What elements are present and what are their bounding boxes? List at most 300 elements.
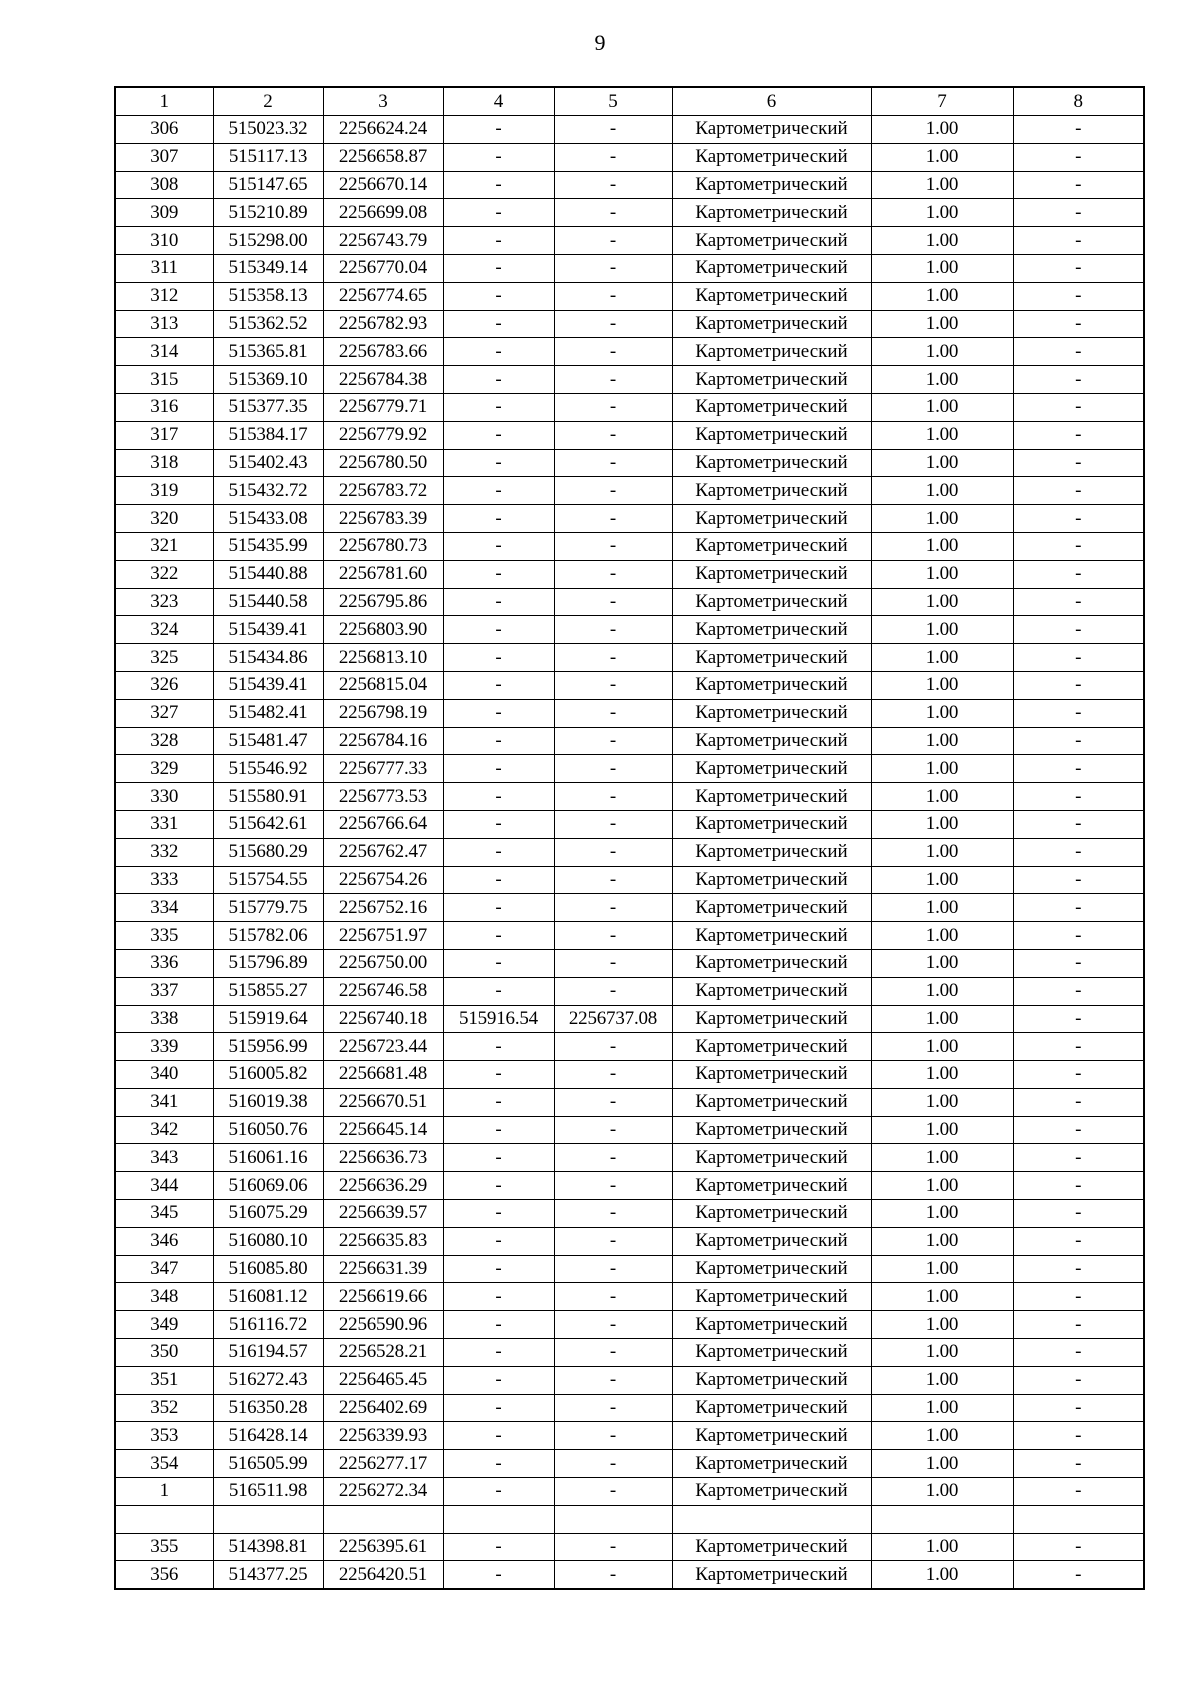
table-row bbox=[115, 477, 1144, 505]
table-cell: 515482.41 bbox=[213, 699, 323, 727]
table-cell: 1.00 bbox=[871, 1005, 1013, 1033]
table-cell: 1.00 bbox=[871, 1533, 1013, 1561]
table-cell: 316 bbox=[115, 393, 213, 421]
table-row bbox=[115, 366, 1144, 394]
table-cell bbox=[323, 1505, 443, 1533]
table-cell: 309 bbox=[115, 199, 213, 227]
table-cell: - bbox=[443, 282, 554, 310]
table-cell: - bbox=[443, 560, 554, 588]
table-cell: - bbox=[1013, 838, 1144, 866]
table-cell: - bbox=[443, 783, 554, 811]
table-row bbox=[115, 922, 1144, 950]
table-cell: - bbox=[1013, 116, 1144, 144]
table-cell: - bbox=[554, 421, 672, 449]
table-cell: - bbox=[1013, 671, 1144, 699]
table-cell: - bbox=[443, 310, 554, 338]
table-cell: - bbox=[443, 171, 554, 199]
table-cell: 515210.89 bbox=[213, 199, 323, 227]
table-row bbox=[115, 588, 1144, 616]
table-cell: 515580.91 bbox=[213, 783, 323, 811]
table-cell: Картометрический bbox=[672, 922, 871, 950]
table-cell: 318 bbox=[115, 449, 213, 477]
table-cell: - bbox=[1013, 783, 1144, 811]
table-cell: - bbox=[443, 1533, 554, 1561]
table-cell: - bbox=[443, 1061, 554, 1089]
table-cell: 326 bbox=[115, 671, 213, 699]
table-cell: 1.00 bbox=[871, 310, 1013, 338]
table-cell: - bbox=[1013, 227, 1144, 255]
table-cell: 1.00 bbox=[871, 1339, 1013, 1367]
table-cell: Картометрический bbox=[672, 1005, 871, 1033]
table-row bbox=[115, 143, 1144, 171]
table-cell: - bbox=[554, 1088, 672, 1116]
table-cell: 2256631.39 bbox=[323, 1255, 443, 1283]
table-cell: 2256723.44 bbox=[323, 1033, 443, 1061]
table-cell: - bbox=[554, 977, 672, 1005]
table-cell: 515779.75 bbox=[213, 894, 323, 922]
table-row bbox=[115, 894, 1144, 922]
table-cell: - bbox=[443, 143, 554, 171]
table-cell: 1.00 bbox=[871, 1561, 1013, 1589]
table-cell: 348 bbox=[115, 1283, 213, 1311]
table-cell: - bbox=[554, 1561, 672, 1589]
table-cell: 1.00 bbox=[871, 894, 1013, 922]
table-cell: - bbox=[554, 1450, 672, 1478]
table-cell: Картометрический bbox=[672, 949, 871, 977]
table-cell: 2256681.48 bbox=[323, 1061, 443, 1089]
table-cell: - bbox=[1013, 1478, 1144, 1506]
table-cell: 1.00 bbox=[871, 1227, 1013, 1255]
table-cell: 2256465.45 bbox=[323, 1366, 443, 1394]
column-header-7: 7 bbox=[871, 87, 1013, 116]
table-cell: - bbox=[1013, 699, 1144, 727]
table-cell: 2256670.51 bbox=[323, 1088, 443, 1116]
table-cell: - bbox=[554, 644, 672, 672]
table-cell: 515481.47 bbox=[213, 727, 323, 755]
table-cell: 2256795.86 bbox=[323, 588, 443, 616]
table-cell: 515362.52 bbox=[213, 310, 323, 338]
table-row bbox=[115, 1200, 1144, 1228]
table-cell: 2256635.83 bbox=[323, 1227, 443, 1255]
table-cell: - bbox=[443, 949, 554, 977]
table-cell: - bbox=[1013, 143, 1144, 171]
table-cell: - bbox=[443, 616, 554, 644]
table-cell: 515384.17 bbox=[213, 421, 323, 449]
table-row bbox=[115, 755, 1144, 783]
table-cell: - bbox=[1013, 588, 1144, 616]
table-cell: Картометрический bbox=[672, 532, 871, 560]
table-cell: 2256780.73 bbox=[323, 532, 443, 560]
table-row bbox=[115, 810, 1144, 838]
table-cell: 516075.29 bbox=[213, 1200, 323, 1228]
table-cell: - bbox=[443, 727, 554, 755]
table-cell: - bbox=[1013, 1311, 1144, 1339]
table-row bbox=[115, 421, 1144, 449]
table-cell: 327 bbox=[115, 699, 213, 727]
table-cell: - bbox=[554, 1144, 672, 1172]
table-header-row bbox=[115, 87, 1144, 116]
table-cell: - bbox=[443, 1366, 554, 1394]
table-cell: Картометрический bbox=[672, 310, 871, 338]
table-cell: 516505.99 bbox=[213, 1450, 323, 1478]
table-cell: - bbox=[554, 1200, 672, 1228]
table-cell: 515439.41 bbox=[213, 671, 323, 699]
table-cell: 334 bbox=[115, 894, 213, 922]
table-cell: Картометрический bbox=[672, 588, 871, 616]
table-cell: 515369.10 bbox=[213, 366, 323, 394]
table-cell: - bbox=[1013, 1144, 1144, 1172]
table-cell: 2256780.50 bbox=[323, 449, 443, 477]
table-cell: 515440.58 bbox=[213, 588, 323, 616]
table-cell: Картометрический bbox=[672, 1366, 871, 1394]
table-cell: - bbox=[443, 366, 554, 394]
table-cell: - bbox=[443, 254, 554, 282]
table-cell: 1.00 bbox=[871, 1450, 1013, 1478]
table-cell: - bbox=[1013, 282, 1144, 310]
table-cell: 2256751.97 bbox=[323, 922, 443, 950]
table-row bbox=[115, 838, 1144, 866]
table-cell: - bbox=[1013, 866, 1144, 894]
table-cell: - bbox=[554, 616, 672, 644]
table-cell: - bbox=[1013, 1422, 1144, 1450]
table-row bbox=[115, 532, 1144, 560]
table-cell: 323 bbox=[115, 588, 213, 616]
table-cell: - bbox=[554, 338, 672, 366]
table-cell: 1.00 bbox=[871, 1200, 1013, 1228]
table-cell: 319 bbox=[115, 477, 213, 505]
table-cell: 516085.80 bbox=[213, 1255, 323, 1283]
table-cell: 515916.54 bbox=[443, 1005, 554, 1033]
table-cell: 308 bbox=[115, 171, 213, 199]
table-cell: - bbox=[554, 671, 672, 699]
table-cell: - bbox=[1013, 1533, 1144, 1561]
table-cell: 1.00 bbox=[871, 143, 1013, 171]
table-cell: 329 bbox=[115, 755, 213, 783]
table-cell: Картометрический bbox=[672, 1144, 871, 1172]
table-row bbox=[115, 338, 1144, 366]
table-row bbox=[115, 616, 1144, 644]
coordinates-table bbox=[114, 86, 1145, 1590]
table-cell: 342 bbox=[115, 1116, 213, 1144]
table-row bbox=[115, 1561, 1144, 1589]
table-cell: - bbox=[554, 1394, 672, 1422]
table-cell: 1.00 bbox=[871, 449, 1013, 477]
table-row bbox=[115, 199, 1144, 227]
table-cell: - bbox=[443, 199, 554, 227]
table-row bbox=[115, 1144, 1144, 1172]
table-cell: - bbox=[443, 1561, 554, 1589]
table-cell: - bbox=[554, 755, 672, 783]
table-cell: - bbox=[554, 1227, 672, 1255]
table-cell: 2256699.08 bbox=[323, 199, 443, 227]
table-cell: 2256402.69 bbox=[323, 1394, 443, 1422]
table-cell: - bbox=[554, 1339, 672, 1367]
table-cell: 2256774.65 bbox=[323, 282, 443, 310]
table-cell: 515117.13 bbox=[213, 143, 323, 171]
table-cell: 2256803.90 bbox=[323, 616, 443, 644]
table-cell: 1.00 bbox=[871, 644, 1013, 672]
table-cell: - bbox=[1013, 755, 1144, 783]
table-cell: - bbox=[554, 699, 672, 727]
table-cell: - bbox=[1013, 393, 1144, 421]
table-cell: Картометрический bbox=[672, 727, 871, 755]
table-cell: Картометрический bbox=[672, 1255, 871, 1283]
table-cell: 2256658.87 bbox=[323, 143, 443, 171]
table-cell: Картометрический bbox=[672, 254, 871, 282]
table-cell: 515358.13 bbox=[213, 282, 323, 310]
table-cell: 2256395.61 bbox=[323, 1533, 443, 1561]
table-row bbox=[115, 977, 1144, 1005]
table-row bbox=[115, 949, 1144, 977]
table-cell: 516428.14 bbox=[213, 1422, 323, 1450]
table-row bbox=[115, 727, 1144, 755]
table-cell: - bbox=[443, 116, 554, 144]
table-cell: 1.00 bbox=[871, 505, 1013, 533]
table-cell: 515023.32 bbox=[213, 116, 323, 144]
table-cell: - bbox=[1013, 1033, 1144, 1061]
table-cell: Картометрический bbox=[672, 421, 871, 449]
table-cell: Картометрический bbox=[672, 671, 871, 699]
table-cell: - bbox=[554, 1283, 672, 1311]
table-cell: 331 bbox=[115, 810, 213, 838]
table-row bbox=[115, 671, 1144, 699]
table-cell: 2256783.39 bbox=[323, 505, 443, 533]
table-cell: - bbox=[1013, 922, 1144, 950]
table-cell: 322 bbox=[115, 560, 213, 588]
table-cell: - bbox=[1013, 560, 1144, 588]
table-cell: 515956.99 bbox=[213, 1033, 323, 1061]
table-cell: 516081.12 bbox=[213, 1283, 323, 1311]
table-cell: - bbox=[1013, 532, 1144, 560]
table-cell: 2256766.64 bbox=[323, 810, 443, 838]
table-cell: - bbox=[443, 1033, 554, 1061]
table-cell: 339 bbox=[115, 1033, 213, 1061]
table-body bbox=[115, 116, 1144, 1590]
table-cell: 337 bbox=[115, 977, 213, 1005]
table-cell: 1.00 bbox=[871, 949, 1013, 977]
table-cell: 516005.82 bbox=[213, 1061, 323, 1089]
table-row bbox=[115, 282, 1144, 310]
table-cell: Картометрический bbox=[672, 1088, 871, 1116]
table-cell: - bbox=[554, 922, 672, 950]
table-cell: - bbox=[554, 727, 672, 755]
table-cell: 312 bbox=[115, 282, 213, 310]
table-cell: 306 bbox=[115, 116, 213, 144]
table-cell: 1.00 bbox=[871, 477, 1013, 505]
table-cell bbox=[1013, 1505, 1144, 1533]
table-cell: 1.00 bbox=[871, 1255, 1013, 1283]
table-cell: Картометрический bbox=[672, 1116, 871, 1144]
table-cell: 1.00 bbox=[871, 171, 1013, 199]
table-cell: 515349.14 bbox=[213, 254, 323, 282]
table-cell: Картометрический bbox=[672, 1311, 871, 1339]
table-cell: - bbox=[443, 477, 554, 505]
table-cell: - bbox=[443, 227, 554, 255]
table-cell: 2256737.08 bbox=[554, 1005, 672, 1033]
table-cell: 321 bbox=[115, 532, 213, 560]
table-cell: - bbox=[1013, 644, 1144, 672]
table-cell: 515432.72 bbox=[213, 477, 323, 505]
table-cell: - bbox=[554, 783, 672, 811]
column-header-4: 4 bbox=[443, 87, 554, 116]
table-cell: - bbox=[1013, 1339, 1144, 1367]
table-cell: 2256339.93 bbox=[323, 1422, 443, 1450]
table-cell: 352 bbox=[115, 1394, 213, 1422]
table-cell: 1.00 bbox=[871, 1478, 1013, 1506]
table-cell: Картометрический bbox=[672, 1533, 871, 1561]
table-cell: 2256779.71 bbox=[323, 393, 443, 421]
table-cell: - bbox=[554, 1061, 672, 1089]
table-cell: 2256783.72 bbox=[323, 477, 443, 505]
table-row bbox=[115, 1366, 1144, 1394]
table-cell: 307 bbox=[115, 143, 213, 171]
table-cell: 325 bbox=[115, 644, 213, 672]
table-cell bbox=[871, 1505, 1013, 1533]
page-number: 9 bbox=[594, 30, 606, 55]
table-cell: Картометрический bbox=[672, 116, 871, 144]
table-cell: 516511.98 bbox=[213, 1478, 323, 1506]
table-cell: 2256754.26 bbox=[323, 866, 443, 894]
table-cell: 1.00 bbox=[871, 727, 1013, 755]
table-cell: 2256636.73 bbox=[323, 1144, 443, 1172]
table-cell: Картометрический bbox=[672, 199, 871, 227]
table-cell: 354 bbox=[115, 1450, 213, 1478]
table-cell: - bbox=[443, 1172, 554, 1200]
table-cell: 340 bbox=[115, 1061, 213, 1089]
table-cell: 332 bbox=[115, 838, 213, 866]
table-cell: 515433.08 bbox=[213, 505, 323, 533]
table-cell: - bbox=[554, 116, 672, 144]
table-cell: 2256762.47 bbox=[323, 838, 443, 866]
table-cell: - bbox=[443, 644, 554, 672]
table-cell: 1.00 bbox=[871, 421, 1013, 449]
table-row bbox=[115, 1255, 1144, 1283]
table-cell: 333 bbox=[115, 866, 213, 894]
table-cell: Картометрический bbox=[672, 977, 871, 1005]
table-cell: - bbox=[554, 1116, 672, 1144]
table-cell: - bbox=[554, 171, 672, 199]
table-cell: 515365.81 bbox=[213, 338, 323, 366]
table-cell: - bbox=[554, 449, 672, 477]
table-cell: - bbox=[1013, 199, 1144, 227]
table-cell: 1.00 bbox=[871, 393, 1013, 421]
table-cell: Картометрический bbox=[672, 838, 871, 866]
table-cell: - bbox=[554, 143, 672, 171]
table-cell: Картометрический bbox=[672, 1450, 871, 1478]
table-cell: - bbox=[554, 254, 672, 282]
table-cell: - bbox=[554, 1533, 672, 1561]
table-cell: 1.00 bbox=[871, 1088, 1013, 1116]
table-cell: 2256798.19 bbox=[323, 699, 443, 727]
table-cell: - bbox=[554, 810, 672, 838]
table-row bbox=[115, 310, 1144, 338]
table-cell: - bbox=[554, 1478, 672, 1506]
table-cell: - bbox=[1013, 949, 1144, 977]
table-cell: - bbox=[443, 1283, 554, 1311]
table-cell: 516019.38 bbox=[213, 1088, 323, 1116]
table-cell: Картометрический bbox=[672, 644, 871, 672]
table-cell: 1.00 bbox=[871, 1311, 1013, 1339]
column-header-5: 5 bbox=[554, 87, 672, 116]
table-cell: - bbox=[443, 699, 554, 727]
table-row bbox=[115, 227, 1144, 255]
table-cell: 2256277.17 bbox=[323, 1450, 443, 1478]
table-cell: 1.00 bbox=[871, 254, 1013, 282]
table-cell: - bbox=[443, 1227, 554, 1255]
table-cell: 515680.29 bbox=[213, 838, 323, 866]
table-cell: Картометрический bbox=[672, 282, 871, 310]
table-cell: 516272.43 bbox=[213, 1366, 323, 1394]
table-cell: 328 bbox=[115, 727, 213, 755]
table-cell bbox=[443, 1505, 554, 1533]
table-cell: 2256783.66 bbox=[323, 338, 443, 366]
table-cell: Картометрический bbox=[672, 616, 871, 644]
table-cell: - bbox=[443, 449, 554, 477]
table-cell: - bbox=[443, 1116, 554, 1144]
table-cell: Картометрический bbox=[672, 227, 871, 255]
table-row bbox=[115, 1394, 1144, 1422]
table-cell: Картометрический bbox=[672, 505, 871, 533]
table-cell: 515642.61 bbox=[213, 810, 323, 838]
table-cell: 347 bbox=[115, 1255, 213, 1283]
table-cell: 1.00 bbox=[871, 532, 1013, 560]
table-cell: 1.00 bbox=[871, 1366, 1013, 1394]
table-cell: 2256750.00 bbox=[323, 949, 443, 977]
table-cell: Картометрический bbox=[672, 866, 871, 894]
table-cell: - bbox=[443, 1450, 554, 1478]
table-cell: 1.00 bbox=[871, 616, 1013, 644]
table-cell: - bbox=[554, 393, 672, 421]
table-row bbox=[115, 1339, 1144, 1367]
table-cell: 516350.28 bbox=[213, 1394, 323, 1422]
table-cell: - bbox=[1013, 894, 1144, 922]
table-cell: - bbox=[1013, 1283, 1144, 1311]
table-cell: 2256624.24 bbox=[323, 116, 443, 144]
table-cell: 515439.41 bbox=[213, 616, 323, 644]
table-cell: 2256773.53 bbox=[323, 783, 443, 811]
table-row bbox=[115, 1533, 1144, 1561]
table-cell: - bbox=[443, 1422, 554, 1450]
table-cell: - bbox=[554, 227, 672, 255]
table-row bbox=[115, 1505, 1144, 1533]
table-cell: Картометрический bbox=[672, 366, 871, 394]
table-cell: Картометрический bbox=[672, 1033, 871, 1061]
table-cell: - bbox=[443, 1200, 554, 1228]
table-cell: - bbox=[1013, 254, 1144, 282]
table-cell: - bbox=[554, 366, 672, 394]
table-cell: 2256779.92 bbox=[323, 421, 443, 449]
table-cell: 2256528.21 bbox=[323, 1339, 443, 1367]
table-cell: 2256619.66 bbox=[323, 1283, 443, 1311]
table-cell: - bbox=[443, 922, 554, 950]
table-cell: - bbox=[443, 393, 554, 421]
table-cell: - bbox=[443, 977, 554, 1005]
table-cell: 344 bbox=[115, 1172, 213, 1200]
table-cell: - bbox=[554, 1366, 672, 1394]
table-cell: Картометрический bbox=[672, 1061, 871, 1089]
table-cell: 1.00 bbox=[871, 699, 1013, 727]
table-cell: 356 bbox=[115, 1561, 213, 1589]
table-cell: - bbox=[1013, 727, 1144, 755]
table-cell: - bbox=[1013, 477, 1144, 505]
table-cell: - bbox=[443, 505, 554, 533]
table-cell: - bbox=[443, 810, 554, 838]
table-row bbox=[115, 1450, 1144, 1478]
table-cell: - bbox=[1013, 1227, 1144, 1255]
table-cell: 2256813.10 bbox=[323, 644, 443, 672]
table-row bbox=[115, 1033, 1144, 1061]
table-cell: - bbox=[443, 755, 554, 783]
